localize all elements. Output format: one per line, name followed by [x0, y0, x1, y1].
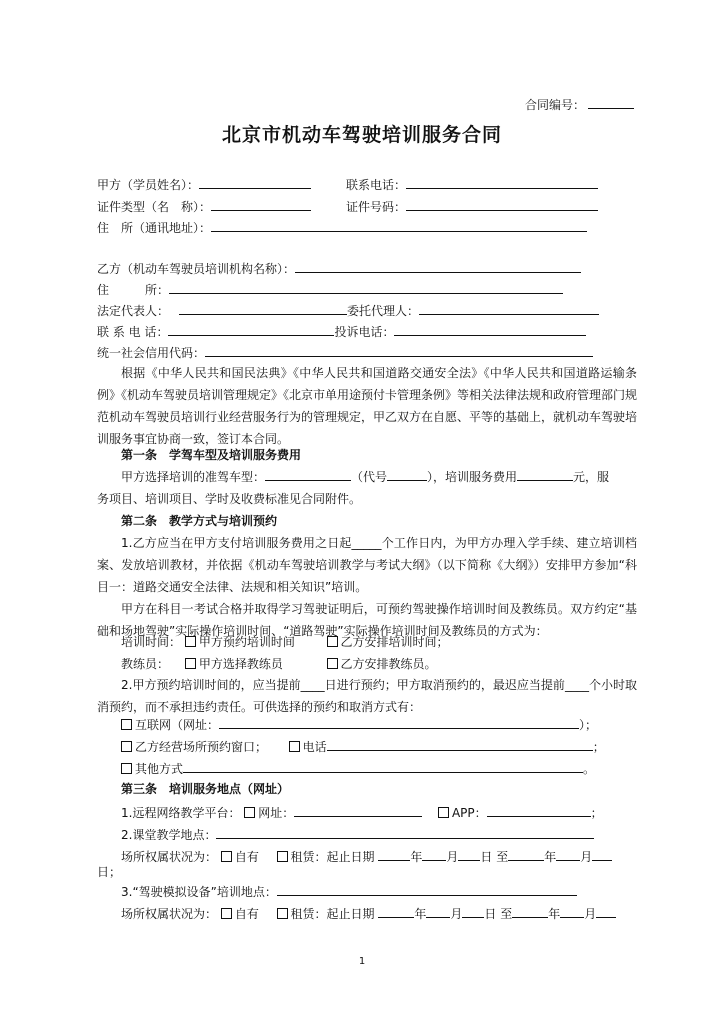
page-title: 北京市机动车驾驶培训服务合同 — [221, 124, 502, 146]
party-b-legal-blank[interactable] — [179, 302, 347, 315]
party-b-name-blank[interactable] — [295, 260, 581, 273]
fee-blank[interactable] — [517, 468, 573, 481]
coach-row: 教练员： 甲方选择教练员 乙方安排教练员。 — [121, 657, 437, 671]
preamble: 根据《中华人民共和国民法典》《中华人民共和国道路交通安全法》《中华人民共和国道路运输条例》《机动车驾驶员培训管理规定》《北京市单用途预付卡管理条例》等相关法律法规和政府管理部门规范机动车驾驶员培训行业经营服务行为的管理规定，甲乙双方在自愿、平等的基础上，就机动车驾驶培训服务事宜协商一致，签订本合同。 — [97, 366, 638, 446]
training-time-row: 培训时间： 甲方预约培训时间 乙方安排培训时间； — [121, 635, 449, 649]
party-a-name-blank[interactable] — [199, 176, 311, 189]
checkbox-time-a[interactable] — [185, 636, 196, 647]
app-blank[interactable] — [487, 804, 591, 817]
article-1-heading: 第一条 学驾车型及培训服务费用 — [121, 448, 302, 462]
party-a-address-blank[interactable] — [211, 219, 587, 232]
option-window-phone-row: 乙方经营场所预约窗口； 电话 ； — [121, 738, 605, 755]
classroom-blank[interactable] — [216, 826, 594, 839]
checkbox-own-2[interactable] — [221, 908, 232, 919]
checkbox-lease-2[interactable] — [277, 908, 288, 919]
checkbox-lease-1[interactable] — [277, 851, 288, 862]
checkbox-coach-a[interactable] — [185, 658, 196, 669]
party-b-name-row: 乙方（机动车驾驶员培训机构名称）： — [97, 260, 581, 277]
article-1-body-2: 务项目、培训项目、学时及收费标准见合同附件。 — [97, 492, 362, 506]
article-2-heading: 第二条 教学方式与培训预约 — [121, 514, 278, 528]
party-b-complaint-blank[interactable] — [394, 323, 586, 336]
article-2-p2: 甲方在科目一考试合格并取得学习驾驶证明后，可预约驾驶操作培训时间及教练员。双方约定“基础和场地驾驶”实际操作培训时间、“道路驾驶”实际操作培训时间及教练员的方式为： — [97, 602, 637, 638]
article-2-p1: 1.乙方应当在甲方支付培训服务费用之日起_____个工作日内，为甲方办理入学手续、建立培训档案、发放培训教材，并依据《机动车驾驶培训教学与考试大纲》（以下简称《大纲》）安排甲方参加“科目一：道路交通安全法律、法规和相关知识”培训。 — [97, 536, 637, 594]
other-method-blank[interactable] — [183, 760, 583, 773]
party-a-idtype-row: 证件类型（名 称）： — [97, 198, 311, 215]
article-1-body: 甲方选择培训的准驾车型： （代号 ），培训服务费用 元，服 — [121, 470, 610, 484]
checkbox-site[interactable] — [244, 807, 255, 818]
checkbox-coach-b[interactable] — [327, 658, 338, 669]
simulator-blank[interactable] — [277, 883, 577, 896]
contract-number-label: 合同编号： — [524, 98, 585, 112]
party-b-agent-blank[interactable] — [419, 302, 599, 315]
party-b-phone-blank[interactable] — [168, 323, 334, 336]
option-other-row: 其他方式 。 — [121, 760, 595, 777]
party-a-phone-blank[interactable] — [406, 176, 598, 189]
classroom-ownership-row: 场所权属状况为： 自有 租赁：起止日期 年 月 日 至 年 月 — [121, 848, 612, 865]
site-blank[interactable] — [294, 804, 422, 817]
party-b-address-row: 住 所： — [97, 281, 563, 298]
party-b-credit-blank[interactable] — [205, 344, 593, 357]
simulator-ownership-row: 场所权属状况为： 自有 租赁：起止日期 年 月 日 至 年 月 — [121, 905, 616, 922]
checkbox-phone[interactable] — [289, 741, 300, 752]
party-a-phone-row: 联系电话： — [346, 176, 598, 193]
page-number: 1 — [358, 956, 366, 967]
internet-url-blank[interactable] — [219, 716, 579, 729]
checkbox-window[interactable] — [121, 741, 132, 752]
party-b-legal-row: 法定代表人： 委托代理人： — [97, 302, 599, 319]
checkbox-app[interactable] — [438, 807, 449, 818]
article-2-p3: 2.甲方预约培训时间的，应当提前____日进行预约；甲方取消预约的，最迟应当提前____个小时取消预约，而不承担违约责任。可供选择的预约和取消方式有： — [97, 678, 637, 714]
checkbox-own-1[interactable] — [221, 851, 232, 862]
checkbox-internet[interactable] — [121, 719, 132, 730]
article-3-heading: 第三条 培训服务地点（网址） — [121, 782, 290, 796]
classroom-ownership-wrap: 日； — [97, 865, 122, 879]
party-a-idno-row: 证件号码： — [346, 198, 598, 215]
vehicle-type-blank[interactable] — [265, 468, 351, 481]
party-b-credit-row: 统一社会信用代码： — [97, 344, 593, 361]
checkbox-time-b[interactable] — [327, 636, 338, 647]
vehicle-code-blank[interactable] — [387, 468, 427, 481]
classroom-row: 2.课堂教学地点： — [121, 826, 594, 843]
party-a-idno-blank[interactable] — [406, 198, 598, 211]
remote-platform-row: 1.远程网络教学平台： 网址： APP： ； — [121, 806, 603, 820]
party-a-name-row: 甲方（学员姓名）： — [97, 176, 311, 193]
party-b-phone-row: 联 系 电 话： 投诉电话： — [97, 323, 586, 340]
simulator-row: 3.“驾驶模拟设备”培训地点： — [121, 883, 577, 900]
party-b-address-blank[interactable] — [169, 281, 563, 294]
contract-number — [525, 96, 634, 113]
option-internet-row: 互联网（网址： ）； — [121, 716, 597, 733]
contract-number-blank[interactable] — [588, 96, 634, 109]
checkbox-other[interactable] — [121, 763, 132, 774]
phone-option-blank[interactable] — [327, 738, 593, 751]
party-a-address-row: 住 所（通讯地址）： — [97, 219, 587, 236]
party-a-idtype-blank[interactable] — [211, 198, 311, 211]
